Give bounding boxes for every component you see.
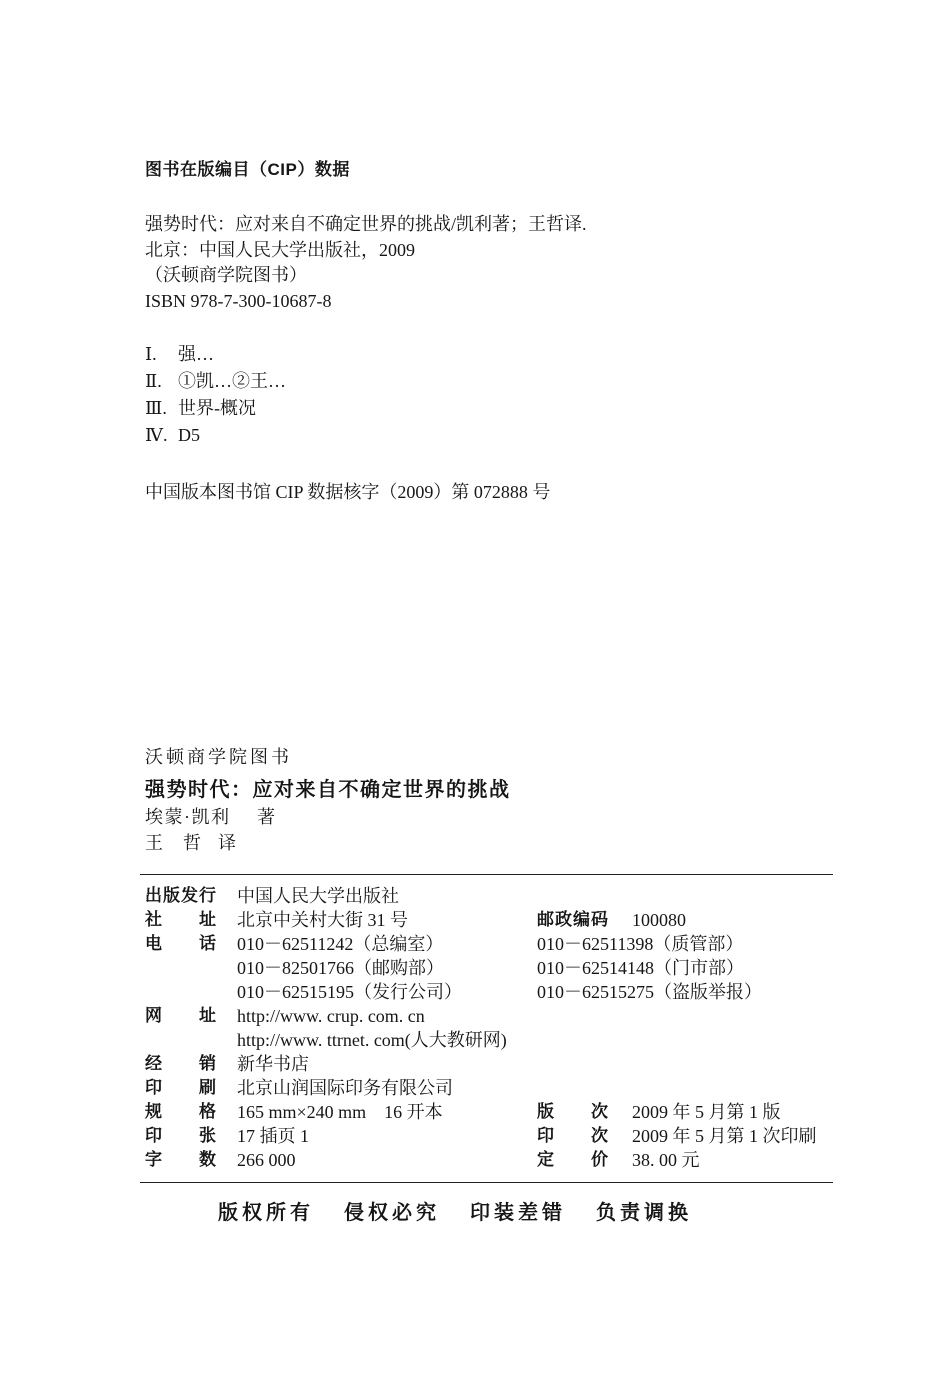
classification-number: Ⅲ. — [145, 398, 167, 418]
notice-phrase: 印装差错 — [470, 1202, 566, 1224]
author-name: 埃蒙·凯利 — [145, 807, 231, 827]
notice-phrase: 侵权必究 — [344, 1202, 440, 1224]
divider-bottom — [140, 1182, 833, 1183]
book-series: 沃顿商学院图书 — [145, 747, 292, 767]
classification-item — [145, 395, 286, 422]
distributor-value: 新华书店 — [237, 1054, 309, 1074]
imprint-row-wordcount — [145, 1148, 833, 1172]
phone-value: 010－62511242（总编室） — [237, 934, 444, 954]
format-label: 规 格 — [145, 1102, 217, 1121]
publisher-label: 出版发行 — [145, 886, 217, 905]
phone-value: 010－62511398（质管部） — [537, 934, 744, 954]
classification-number: Ⅳ. — [145, 425, 168, 445]
book-title: 强势时代：应对来自不确定世界的挑战 — [145, 779, 511, 801]
imprint-row-phone — [145, 932, 833, 956]
sheets-label: 印 张 — [145, 1126, 217, 1145]
cip-number: 中国版本图书馆 CIP 数据核字（2009）第 072888 号 — [145, 482, 551, 502]
imprint-row-sheets — [145, 1124, 833, 1148]
imprint-row-format — [145, 1100, 833, 1124]
imprint-row-address — [145, 908, 833, 932]
imprint-row-printer — [145, 1076, 833, 1100]
classification-text: 强… — [178, 344, 214, 364]
cip-record — [145, 212, 587, 315]
printer-value: 北京山润国际印务有限公司 — [237, 1078, 453, 1098]
publisher-value: 中国人民大学出版社 — [237, 886, 399, 906]
classification-number: Ⅰ. — [145, 344, 157, 364]
phone-value: 010－62515195（发行公司） — [237, 982, 462, 1002]
notice-phrase: 版权所有 — [218, 1202, 314, 1224]
cip-publisher-line: 北京：中国人民大学出版社，2009 — [145, 239, 415, 260]
translator-name: 王 哲 — [145, 833, 202, 853]
cip-isbn-line: ISBN 978-7-300-10687-8 — [145, 291, 332, 312]
classification-number: Ⅱ. — [145, 371, 162, 391]
edition-value: 2009 年 5 月第 1 版 — [632, 1102, 781, 1122]
author-role: 著 — [257, 807, 275, 827]
printing-value: 2009 年 5 月第 1 次印刷 — [632, 1126, 817, 1146]
classification-text: ①凯…②王… — [178, 371, 286, 391]
imprint-table — [145, 884, 833, 1172]
price-label: 定 价 — [537, 1150, 609, 1169]
postcode-label: 邮政编码 — [537, 910, 609, 929]
phone-value: 010－62515275（盗版举报） — [537, 982, 762, 1002]
imprint-row-distributor — [145, 1052, 833, 1076]
imprint-row-publisher — [145, 884, 833, 908]
translator-role: 译 — [218, 833, 236, 853]
cip-classification — [145, 341, 286, 449]
format-value: 165 mm×240 mm 16 开本 — [237, 1102, 443, 1122]
address-value: 北京中关村大街 31 号 — [237, 910, 408, 930]
cip-title-line: 强势时代：应对来自不确定世界的挑战/凯利著；王哲译. — [145, 214, 587, 234]
website-value: http://www. ttrnet. com(人大教研网) — [237, 1030, 507, 1050]
price-value: 38. 00 元 — [632, 1150, 700, 1170]
cip-heading: 图书在版编目（CIP）数据 — [145, 160, 350, 179]
wordcount-value: 266 000 — [237, 1150, 296, 1170]
imprint-row-phone — [145, 956, 833, 980]
website-label: 网 址 — [145, 1006, 217, 1025]
divider-top — [140, 874, 833, 875]
classification-item — [145, 368, 286, 395]
phone-value: 010－82501766（邮购部） — [237, 958, 444, 978]
printing-label: 印 次 — [537, 1126, 609, 1145]
classification-item — [145, 422, 286, 449]
distributor-label: 经 销 — [145, 1054, 217, 1073]
notice-phrase: 负责调换 — [596, 1202, 692, 1224]
copyright-notice — [218, 1200, 692, 1226]
phone-label: 电 话 — [145, 934, 217, 953]
edition-label: 版 次 — [537, 1102, 609, 1121]
classification-text: D5 — [178, 425, 200, 445]
classification-text: 世界-概况 — [178, 398, 256, 418]
sheets-value: 17 插页 1 — [237, 1126, 309, 1146]
imprint-row-phone — [145, 980, 833, 1004]
website-value: http://www. crup. com. cn — [237, 1006, 425, 1026]
postcode-value: 100080 — [632, 910, 686, 930]
imprint-row-website — [145, 1028, 833, 1052]
phone-value: 010－62514148（门市部） — [537, 958, 744, 978]
address-label: 社 址 — [145, 910, 217, 929]
classification-item — [145, 341, 286, 368]
cip-series-line: （沃顿商学院图书） — [145, 265, 307, 286]
imprint-row-website — [145, 1004, 833, 1028]
printer-label: 印 刷 — [145, 1078, 217, 1097]
wordcount-label: 字 数 — [145, 1150, 217, 1169]
